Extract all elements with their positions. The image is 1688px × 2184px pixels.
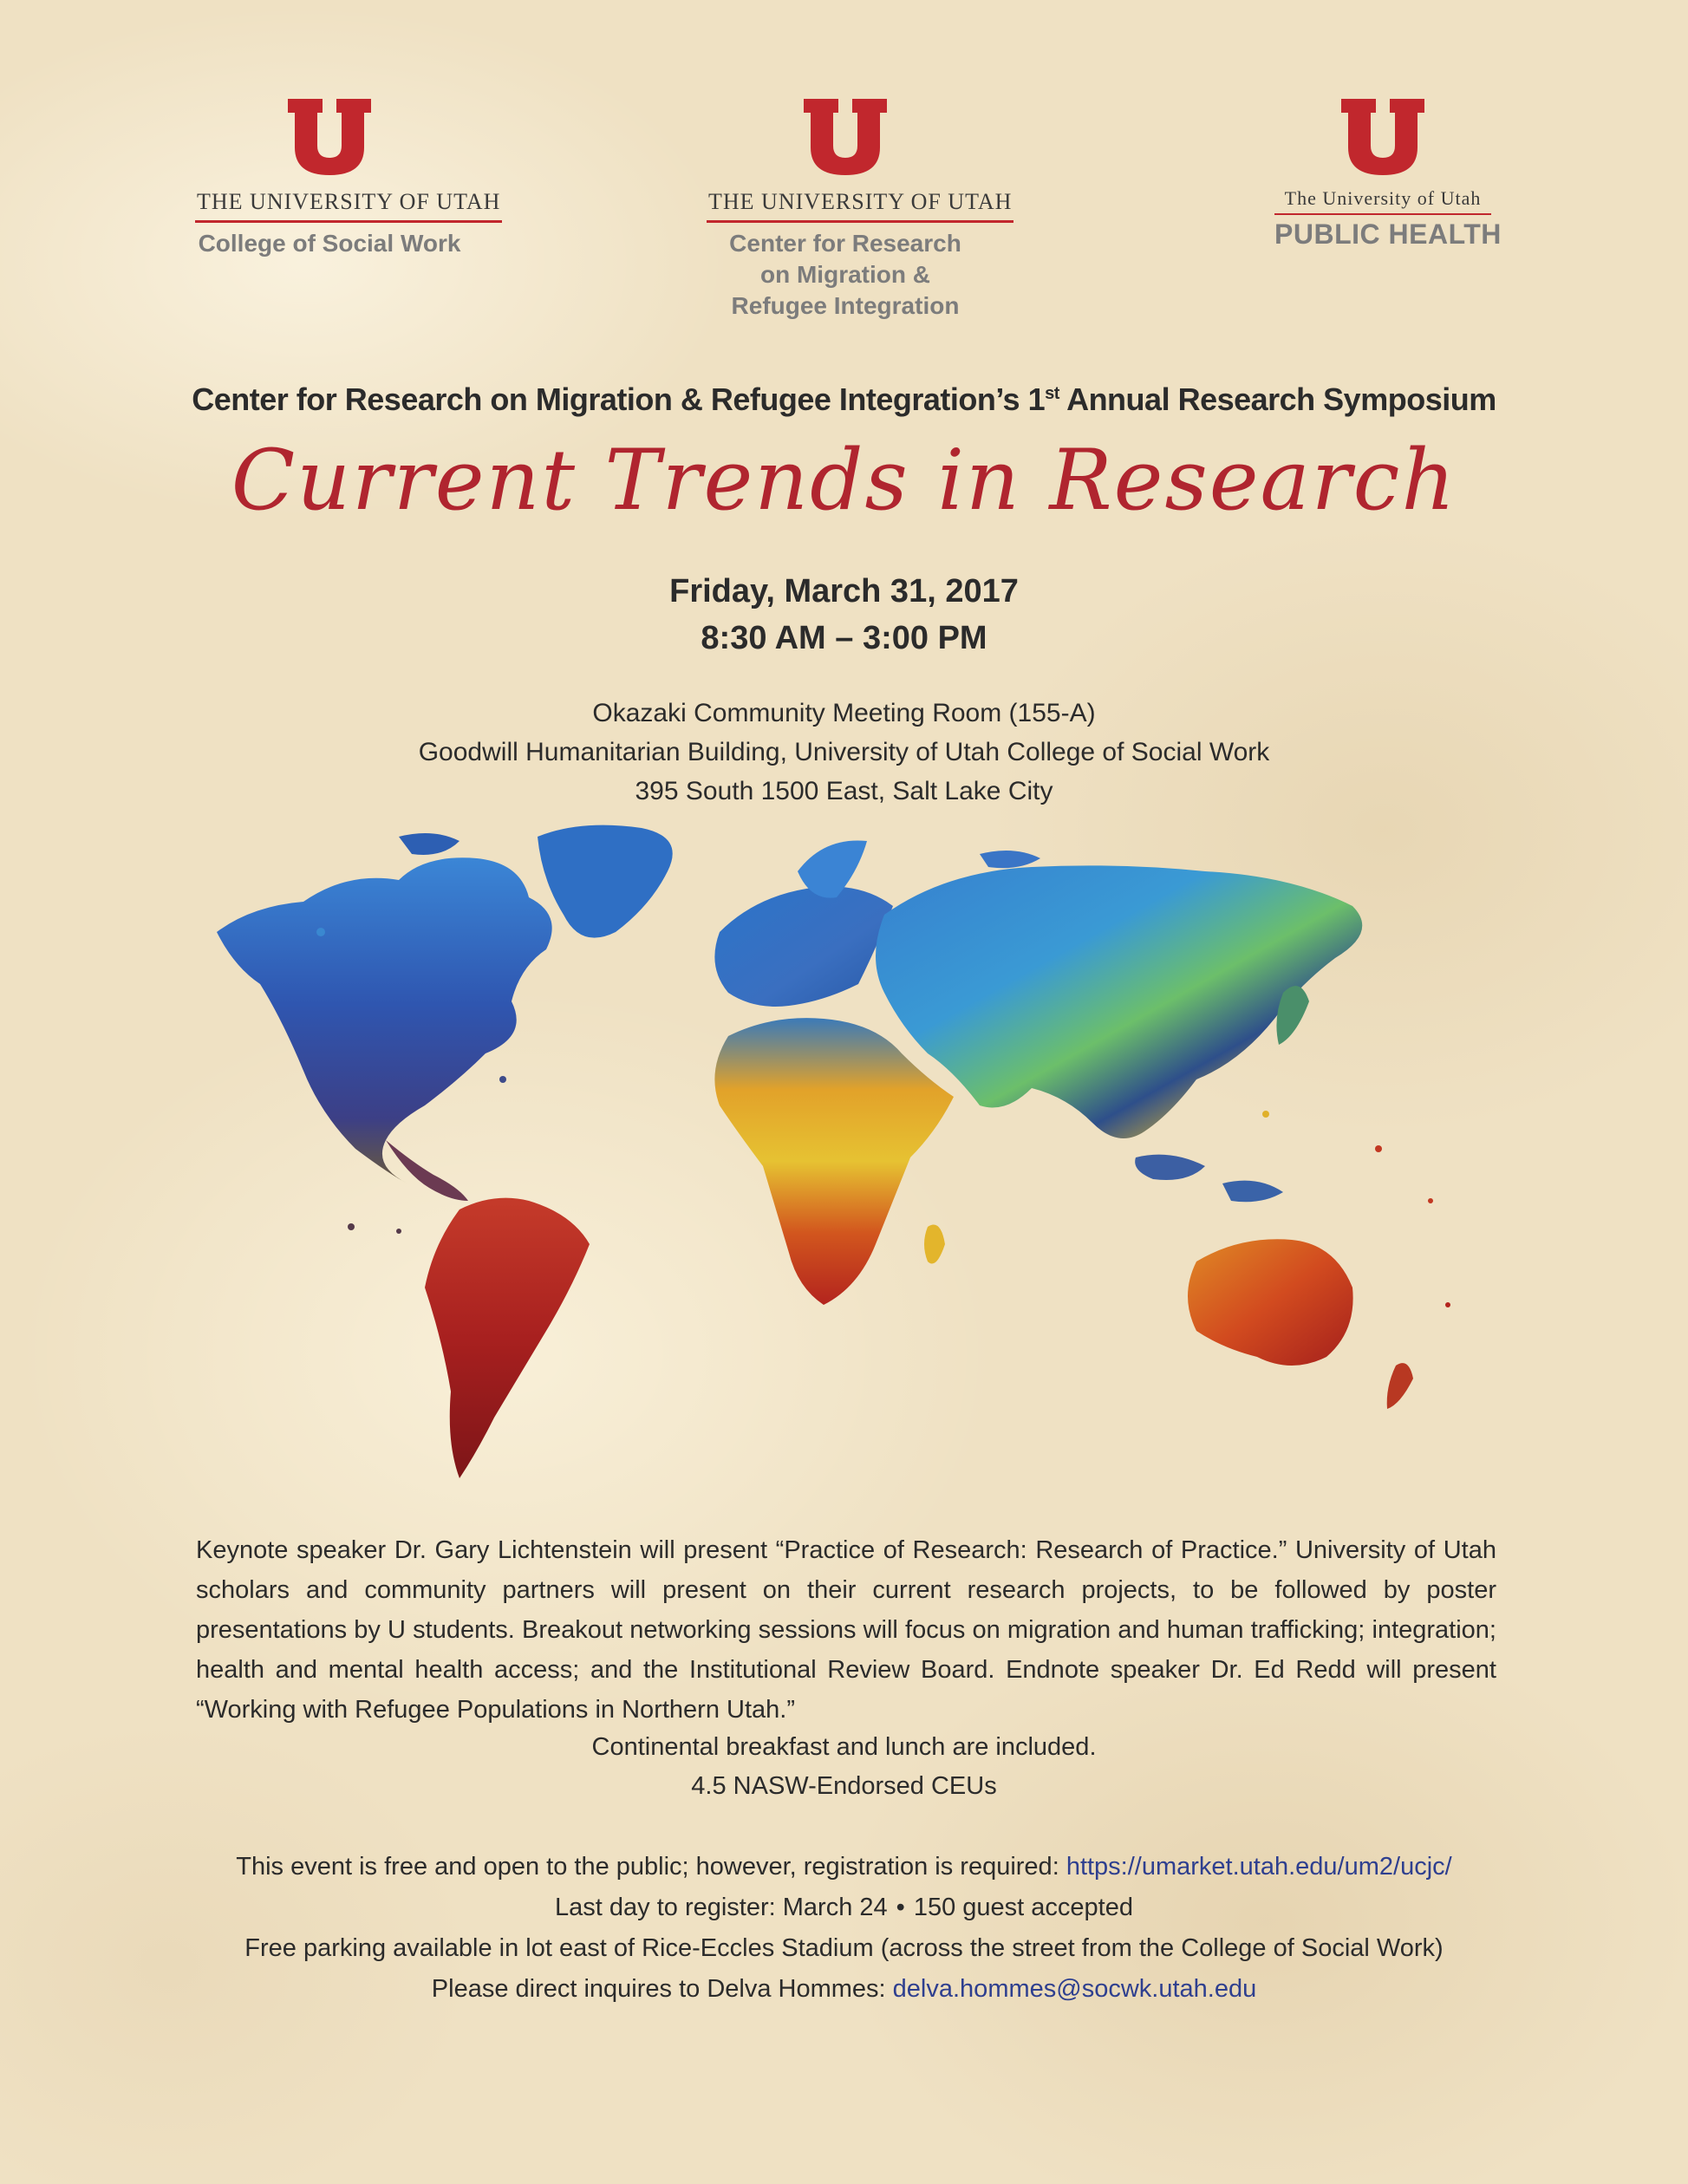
inquiries-line	[0, 1969, 1688, 2010]
inquiries-text: Please direct inquires to Delva Hommes:	[431, 1975, 893, 2003]
symposium-heading	[0, 381, 1688, 418]
registration-deadline: Last day to register: March 24	[555, 1894, 888, 1921]
registration-text: This event is free and open to the public; however, registration is required:	[236, 1853, 1066, 1881]
logo-public-health	[1274, 95, 1502, 251]
event-venue	[0, 694, 1688, 811]
event-date: Friday, March 31, 2017	[669, 573, 1019, 610]
logo-college-of-social-work	[195, 95, 501, 259]
registration-line	[0, 1847, 1688, 1887]
utah-u-icon	[284, 95, 375, 179]
logo-university-name: The University of Utah	[1284, 187, 1482, 209]
world-map-image	[199, 819, 1500, 1530]
logo-unit-name-line-2: on Migration &	[760, 261, 930, 288]
deadline-line	[0, 1887, 1688, 1928]
utah-u-icon	[1338, 95, 1428, 179]
symposium-heading-text-end: Annual Research Symposium	[1059, 381, 1496, 417]
venue-room: Okazaki Community Meeting Room (155-A)	[592, 699, 1096, 727]
event-datetime	[0, 568, 1688, 662]
parking-note: Free parking available in lot east of Rice-Eccles Stadium (across the street from the College of Social Work)	[244, 1934, 1444, 1962]
meals-note: Continental breakfast and lunch are included.	[591, 1733, 1097, 1761]
registration-capacity: 150 guest accepted	[913, 1894, 1133, 1921]
venue-building: Goodwill Humanitarian Building, University of Utah College of Social Work	[418, 738, 1270, 766]
ceu-note: 4.5 NASW-Endorsed CEUs	[691, 1772, 997, 1800]
utah-u-icon	[800, 95, 890, 179]
contact-email-link[interactable]: delva.hommes@socwk.utah.edu	[892, 1975, 1257, 2003]
logo-unit-name-line-3: Refugee Integration	[731, 292, 960, 319]
event-time: 8:30 AM – 3:00 PM	[701, 620, 987, 656]
venue-address: 395 South 1500 East, Salt Lake City	[635, 777, 1053, 805]
registration-link[interactable]: https://umarket.utah.edu/um2/ucjc/	[1066, 1853, 1452, 1881]
logo-university-name: THE UNIVERSITY OF UTAH	[195, 186, 502, 223]
page-title: Current Trends in Research	[231, 432, 1457, 529]
bullet-separator: •	[896, 1894, 905, 1921]
symposium-heading-text: Center for Research on Migration & Refugee Integration’s 1	[192, 381, 1046, 417]
event-includes	[0, 1728, 1688, 1806]
logo-unit-name-line-1: Center for Research	[729, 230, 961, 257]
logo-unit-name: College of Social Work	[198, 230, 461, 257]
symposium-ordinal: st	[1045, 384, 1059, 403]
event-description: Keynote speaker Dr. Gary Lichtenstein will present “Practice of Research: Research of Practice.” University of Utah scholars and community partners will present on their current research projects, to be followed by poster presentations by U students. Breakout networking sessions will focus on migration and human trafficking; integration; health and mental health access; and the Institutional Review Board. Endnote speaker Dr. Ed Redd will present “Working with Refugee Populations in Northern Utah.”	[196, 1536, 1496, 1724]
logo-university-name: THE UNIVERSITY OF UTAH	[707, 186, 1013, 223]
registration-info	[0, 1847, 1688, 2010]
logo-center-migration	[707, 95, 1013, 322]
logo-unit-name: PUBLIC HEALTH	[1274, 213, 1491, 251]
